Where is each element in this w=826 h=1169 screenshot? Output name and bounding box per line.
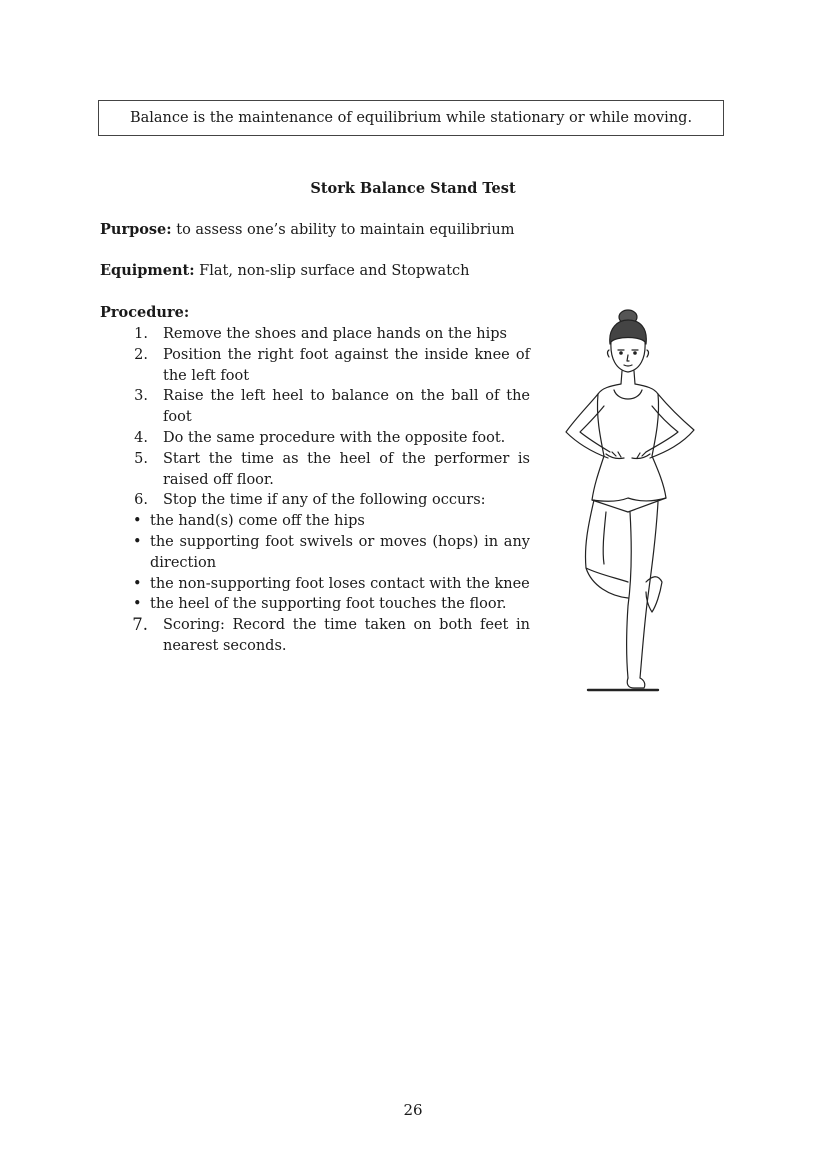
list-item bbox=[100, 574, 530, 595]
bullet-icon: • bbox=[133, 575, 142, 592]
bullet-text: the hand(s) come off the hips bbox=[150, 513, 365, 530]
step-text: Start the time as the heel of the performer is raised off floor. bbox=[163, 450, 530, 488]
step-text: Raise the left heel to balance on the ball of the foot bbox=[163, 388, 530, 426]
equipment-label: Equipment: bbox=[100, 262, 195, 279]
step-number: 2. bbox=[134, 346, 148, 363]
procedure-heading: Procedure: bbox=[100, 304, 190, 321]
step-number: 7. bbox=[132, 615, 148, 635]
procedure-step bbox=[100, 345, 530, 387]
step-number: 5. bbox=[134, 450, 148, 467]
bullet-icon: • bbox=[133, 533, 142, 550]
bullet-icon: • bbox=[133, 513, 142, 530]
procedure-step bbox=[100, 428, 530, 449]
purpose-paragraph bbox=[100, 221, 514, 238]
step-text: Do the same procedure with the opposite foot. bbox=[163, 429, 506, 446]
page-number: 26 bbox=[403, 1101, 423, 1119]
bullet-text: the non-supporting foot loses contact with the knee bbox=[150, 575, 530, 592]
page-title: Stork Balance Stand Test bbox=[310, 180, 516, 197]
procedure-step bbox=[100, 490, 530, 511]
step-text: Position the right foot against the inside knee of the left foot bbox=[163, 346, 530, 384]
purpose-label: Purpose: bbox=[100, 221, 172, 238]
bullet-icon: • bbox=[133, 596, 142, 613]
stork-stand-illustration bbox=[548, 306, 716, 694]
step-text: Scoring: Record the time taken on both feet in nearest seconds. bbox=[163, 617, 530, 654]
procedure-step bbox=[100, 386, 530, 428]
procedure-step bbox=[100, 324, 530, 345]
step-number: 1. bbox=[134, 326, 148, 342]
equipment-text: Flat, non-slip surface and Stopwatch bbox=[199, 263, 470, 279]
step-number: 4. bbox=[134, 429, 148, 446]
bullet-text: the heel of the supporting foot touches the floor. bbox=[150, 596, 507, 613]
step-number: 3. bbox=[134, 388, 148, 405]
procedure-step bbox=[100, 449, 530, 491]
procedure-step bbox=[100, 615, 530, 657]
list-item bbox=[100, 511, 530, 532]
stop-conditions-list bbox=[100, 511, 530, 615]
definition-text: Balance is the maintenance of equilibrium while stationary or while moving. bbox=[129, 110, 693, 126]
bullet-text: the supporting foot swivels or moves (hops) in any direction bbox=[150, 533, 530, 571]
equipment-paragraph bbox=[100, 262, 469, 279]
list-item bbox=[100, 594, 530, 615]
definition-box bbox=[98, 100, 724, 136]
purpose-text: to assess one’s ability to maintain equilibrium bbox=[176, 222, 515, 238]
procedure-steps bbox=[100, 324, 530, 657]
step-text: Stop the time if any of the following occurs: bbox=[163, 492, 486, 509]
step-number: 6. bbox=[134, 492, 148, 509]
list-item bbox=[100, 532, 530, 574]
step-text: Remove the shoes and place hands on the hips bbox=[163, 326, 507, 342]
